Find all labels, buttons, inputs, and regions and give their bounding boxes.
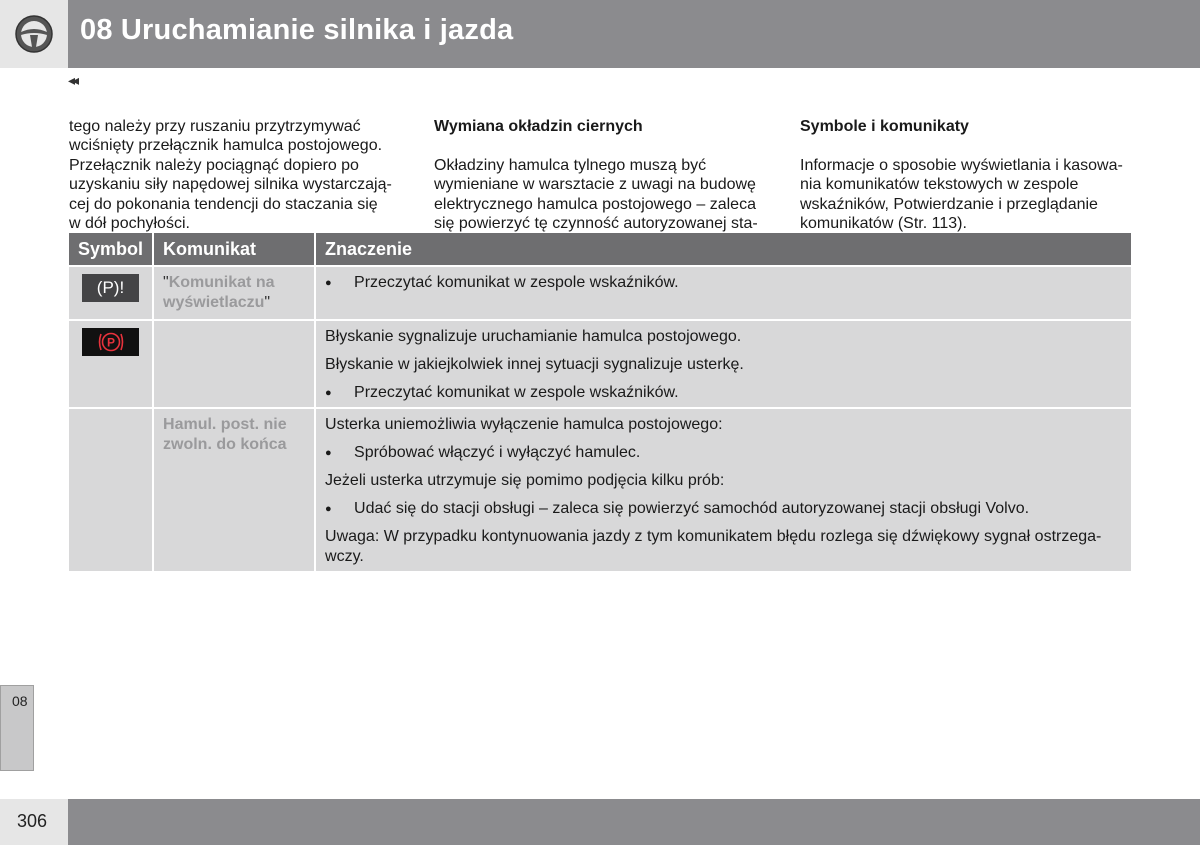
- chapter-logo-box: [0, 0, 68, 68]
- message-cell: [154, 319, 316, 407]
- page-number-box: [0, 799, 68, 845]
- steering-wheel-icon: [14, 14, 54, 54]
- meaning-text: Błyskanie sygnalizuje uruchamianie hamulca postojowego.: [325, 328, 742, 345]
- table-row: [69, 319, 1131, 407]
- side-tab-label: 08: [12, 693, 28, 709]
- header-message: Komunikat: [154, 233, 316, 265]
- message-label: Komunikat na wyświetlaczu: [163, 274, 275, 311]
- close-quote: ": [264, 294, 271, 311]
- intro-column-3: [800, 97, 1145, 253]
- meaning-cell: [316, 265, 1131, 319]
- column-2-text: Okładziny hamulca tylnego muszą być wymieniane w warsztacie z uwagi na budowę elektrycznego hamulca postojowego – zaleca się powierzyć tę czynność autoryzowanej sta-: [434, 156, 758, 232]
- table-row: [69, 407, 1131, 571]
- table-row: [69, 265, 1131, 319]
- meaning-text: Błyskanie w jakiejkolwiek innej sytuacji sygnalizuje usterkę.: [325, 356, 744, 373]
- svg-text:P: P: [106, 335, 115, 350]
- meaning-bullet: ● Udać się do stacji obsługi – zaleca się powierzyć samochód autoryzowanej stacji obsługi Volvo.: [325, 499, 1122, 519]
- message-cell: [154, 407, 316, 571]
- chapter-title: 08 Uruchamianie silnika i jazda: [80, 14, 514, 46]
- header-meaning: Znaczenie: [316, 233, 1131, 265]
- column-1-text: tego należy przy ruszaniu przytrzymywać wciśnięty przełącznik hamulca postojowego. Przełącznik należy pociągnąć dopiero po uzyskaniu siły napędowej silnika wystarczają- cej do pokonania tendencji do staczania się w dół pochyłości.: [69, 117, 392, 232]
- page-number: 306: [17, 811, 48, 831]
- parking-brake-red-icon: [82, 328, 139, 356]
- meaning-bullet: ● Spróbować włączyć i wyłączyć hamulec.: [325, 443, 1122, 463]
- symbol-cell: [69, 407, 154, 571]
- meaning-bullet: ● Przeczytać komunikat w zespole wskaźników.: [325, 383, 1122, 403]
- open-quote: ": [163, 274, 169, 291]
- meaning-text: Usterka uniemożliwia wyłączenie hamulca postojowego:: [325, 416, 723, 433]
- parking-brake-red-symbol: [98, 331, 124, 353]
- message-text: [163, 273, 305, 313]
- footer-bar: [68, 799, 1200, 845]
- parking-brake-warning-icon: (P)!: [82, 274, 139, 302]
- meaning-text: Uwaga: W przypadku kontynuowania jazdy z tym komunikatem błędu rozlega się dźwiękowy sygnał ostrzega- wczy.: [325, 528, 1102, 565]
- meaning-bullet: ● Przeczytać komunikat w zespole wskaźników.: [325, 273, 1122, 293]
- column-3-heading: Symbole i komunikaty: [800, 117, 969, 135]
- symbol-cell: [69, 319, 154, 407]
- chapter-side-tab[interactable]: [0, 685, 34, 771]
- column-3-text: Informacje o sposobie wyświetlania i kasowa- nia komunikatów tekstowych w zespole wskaźników, Potwierdzanie i przeglądanie komunikatów (Str. 113).: [800, 156, 1123, 232]
- column-2-heading: Wymiana okładzin ciernych: [434, 117, 643, 135]
- back-arrows-icon[interactable]: ◂◂: [68, 72, 77, 88]
- intro-column-1: [69, 97, 409, 253]
- table-header-row: [69, 233, 1131, 265]
- message-label: Hamul. post. nie zwoln. do końca: [163, 416, 287, 453]
- message-cell: [154, 265, 316, 319]
- symbol-cell: [69, 265, 154, 319]
- symbols-table: [69, 233, 1131, 571]
- meaning-text: Jeżeli usterka utrzymuje się pomimo podjęcia kilku prób:: [325, 472, 725, 489]
- meaning-cell: [316, 319, 1131, 407]
- meaning-cell: [316, 407, 1131, 571]
- header-symbol: Symbol: [69, 233, 154, 265]
